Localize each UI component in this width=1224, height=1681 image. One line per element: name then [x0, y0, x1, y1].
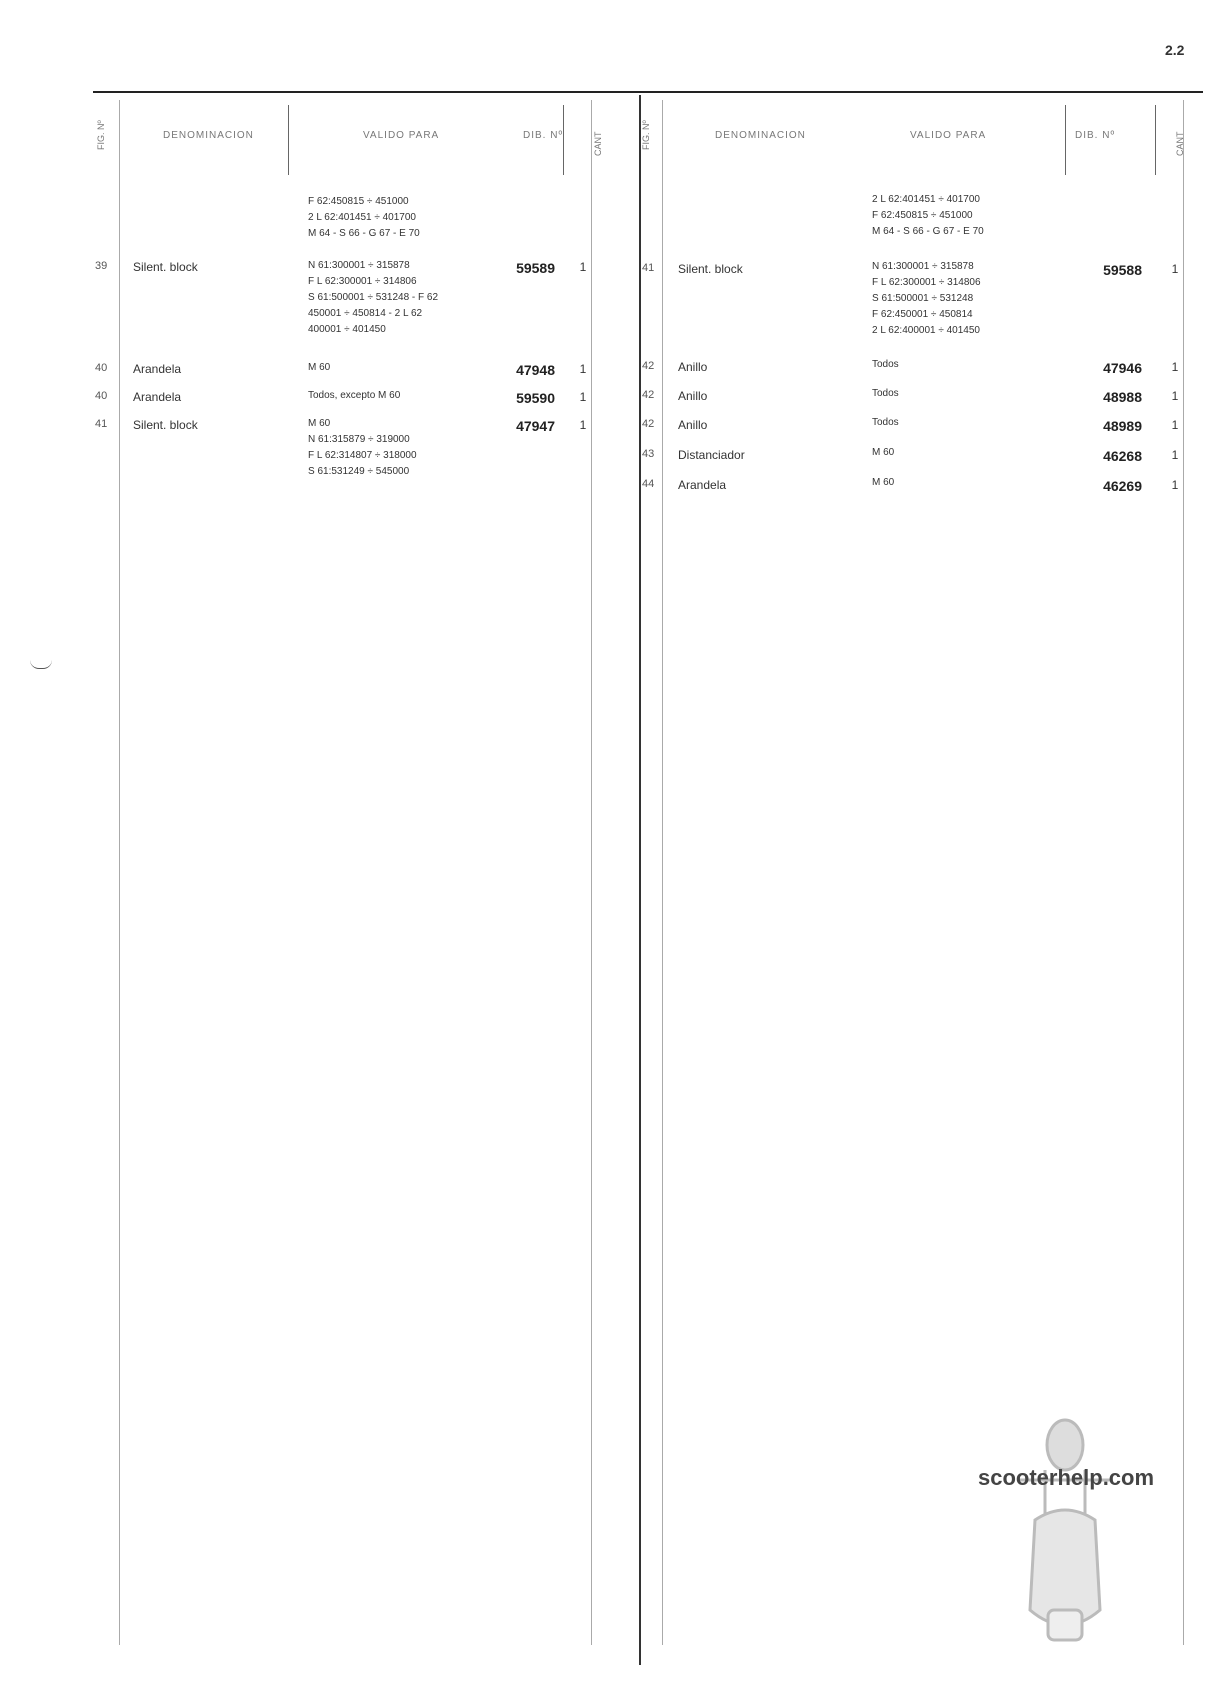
drawing-number: 46268 — [1103, 448, 1142, 464]
part-name: Silent. block — [678, 262, 743, 276]
drawing-number: 48989 — [1103, 418, 1142, 434]
fig-number: 41 — [95, 418, 108, 430]
right-header — [640, 95, 1200, 175]
denominacion-header: DENOMINACION — [715, 130, 806, 141]
dib-header: DIB. Nº — [1075, 130, 1116, 141]
validity: Todos, excepto M 60 — [308, 390, 401, 401]
top-rule — [93, 91, 1203, 93]
drawing-number: 47947 — [516, 418, 555, 434]
part-name: Anillo — [678, 389, 708, 403]
quantity: 1 — [1171, 389, 1179, 403]
part-name: Anillo — [678, 360, 708, 374]
drawing-number: 59590 — [516, 390, 555, 406]
fig-number: 42 — [642, 418, 655, 430]
scooter-icon — [990, 1410, 1140, 1650]
validity: N 61:300001 ÷ 315878 F L 62:300001 ÷ 314806 S 61:500001 ÷ 531248 F 62:450001 ÷ 450814 2 L 62:400001 ÷ 401450 — [872, 261, 981, 336]
validity: M 60 — [308, 362, 331, 373]
drawing-number: 59588 — [1103, 262, 1142, 278]
margin-mark — [30, 660, 52, 669]
part-name: Arandela — [678, 478, 727, 492]
validity: N 61:300001 ÷ 315878 F L 62:300001 ÷ 314806 S 61:500001 ÷ 531248 - F 62 450001 ÷ 450814 - 2 L 62 400001 ÷ 401450 — [308, 260, 439, 335]
part-name: Distanciador — [678, 448, 745, 462]
page-number: 2.2 — [1165, 42, 1185, 58]
cant-header: CANT — [1175, 131, 1185, 156]
validity: Todos — [872, 359, 899, 370]
validity: M 60 — [872, 447, 895, 458]
quantity: 1 — [1171, 360, 1179, 374]
validity: Todos — [872, 388, 899, 399]
drawing-number: 47946 — [1103, 360, 1142, 376]
part-name: Silent. block — [133, 418, 198, 432]
fig-number: 40 — [95, 362, 108, 374]
drawing-number: 47948 — [516, 362, 555, 378]
part-name: Anillo — [678, 418, 708, 432]
quantity: 1 — [579, 260, 587, 274]
drawing-number: 46269 — [1103, 478, 1142, 494]
fig-number: 42 — [642, 389, 655, 401]
fig-number: 43 — [642, 448, 655, 460]
left-header — [93, 95, 638, 175]
fig-number: 42 — [642, 360, 655, 372]
drawing-number: 59589 — [516, 260, 555, 276]
left-parts-table: FIG. Nº DENOMINACION VALIDO PARA DIB. Nº CANT F 62:450815 ÷ 451000 2 L 62:401451 ÷ 401700 M 64 - S 66 - G 67 - E 70 39 Silent. block N 61:300001 ÷ 315878 F L 62:300001 ÷ 314806 S 61:500001 ÷ 531248 - F 62 450001 ÷ 450814 - 2 L 62 400001 ÷ 401450 59589 1 40 Arandela M 60 47948 1 40 Arandela Todos, excepto M 60 59590 1 41 Silent. block M 60 N 61:315879 ÷ 319000 F L 62:314807 ÷ 318000 S 61:531249 ÷ 545000 47947 1 — [93, 95, 638, 1655]
valido-para-header: VALIDO PARA — [910, 130, 987, 141]
quantity: 1 — [1171, 418, 1179, 432]
part-name: Arandela — [133, 390, 182, 404]
validity: M 60 N 61:315879 ÷ 319000 F L 62:314807 ÷ 318000 S 61:531249 ÷ 545000 — [308, 418, 417, 477]
part-name: Arandela — [133, 362, 182, 376]
denominacion-header: DENOMINACION — [163, 130, 254, 141]
validity: Todos — [872, 417, 899, 428]
fig-header: FIG. Nº — [96, 120, 106, 150]
validity: M 60 — [872, 477, 895, 488]
fig-number: 41 — [642, 262, 655, 274]
dib-header: DIB. Nº — [523, 130, 564, 141]
fig-number: 39 — [95, 260, 108, 272]
watermark-text: scooterhelp.com — [978, 1465, 1155, 1490]
quantity: 1 — [1171, 262, 1179, 276]
fig-header: FIG. Nº — [641, 120, 651, 150]
drawing-number: 48988 — [1103, 389, 1142, 405]
cant-header: CANT — [593, 131, 603, 156]
valido-para-header: VALIDO PARA — [363, 130, 440, 141]
quantity: 1 — [1171, 448, 1179, 462]
part-name: Silent. block — [133, 260, 198, 274]
fig-number: 44 — [642, 478, 655, 490]
quantity: 1 — [579, 418, 587, 432]
quantity: 1 — [579, 390, 587, 404]
fig-number: 40 — [95, 390, 108, 402]
quantity: 1 — [579, 362, 587, 376]
right-parts-table: FIG. Nº DENOMINACION VALIDO PARA DIB. Nº CANT 2 L 62:401451 ÷ 401700 F 62:450815 ÷ 451000 M 64 - S 66 - G 67 - E 70 41 Silent. block N 61:300001 ÷ 315878 F L 62:300001 ÷ 314806 S 61:500001 ÷ 531248 F 62:450001 ÷ 450814 2 L 62:400001 ÷ 401450 59588 1 42 Anillo Todos 47946 1 42 Anillo Todos 48988 1 42 Anillo Todos 48989 1 43 Distanciador M 60 46268 1 44 Arandela M 60 46269 1 — [640, 95, 1200, 1655]
quantity: 1 — [1171, 478, 1179, 492]
